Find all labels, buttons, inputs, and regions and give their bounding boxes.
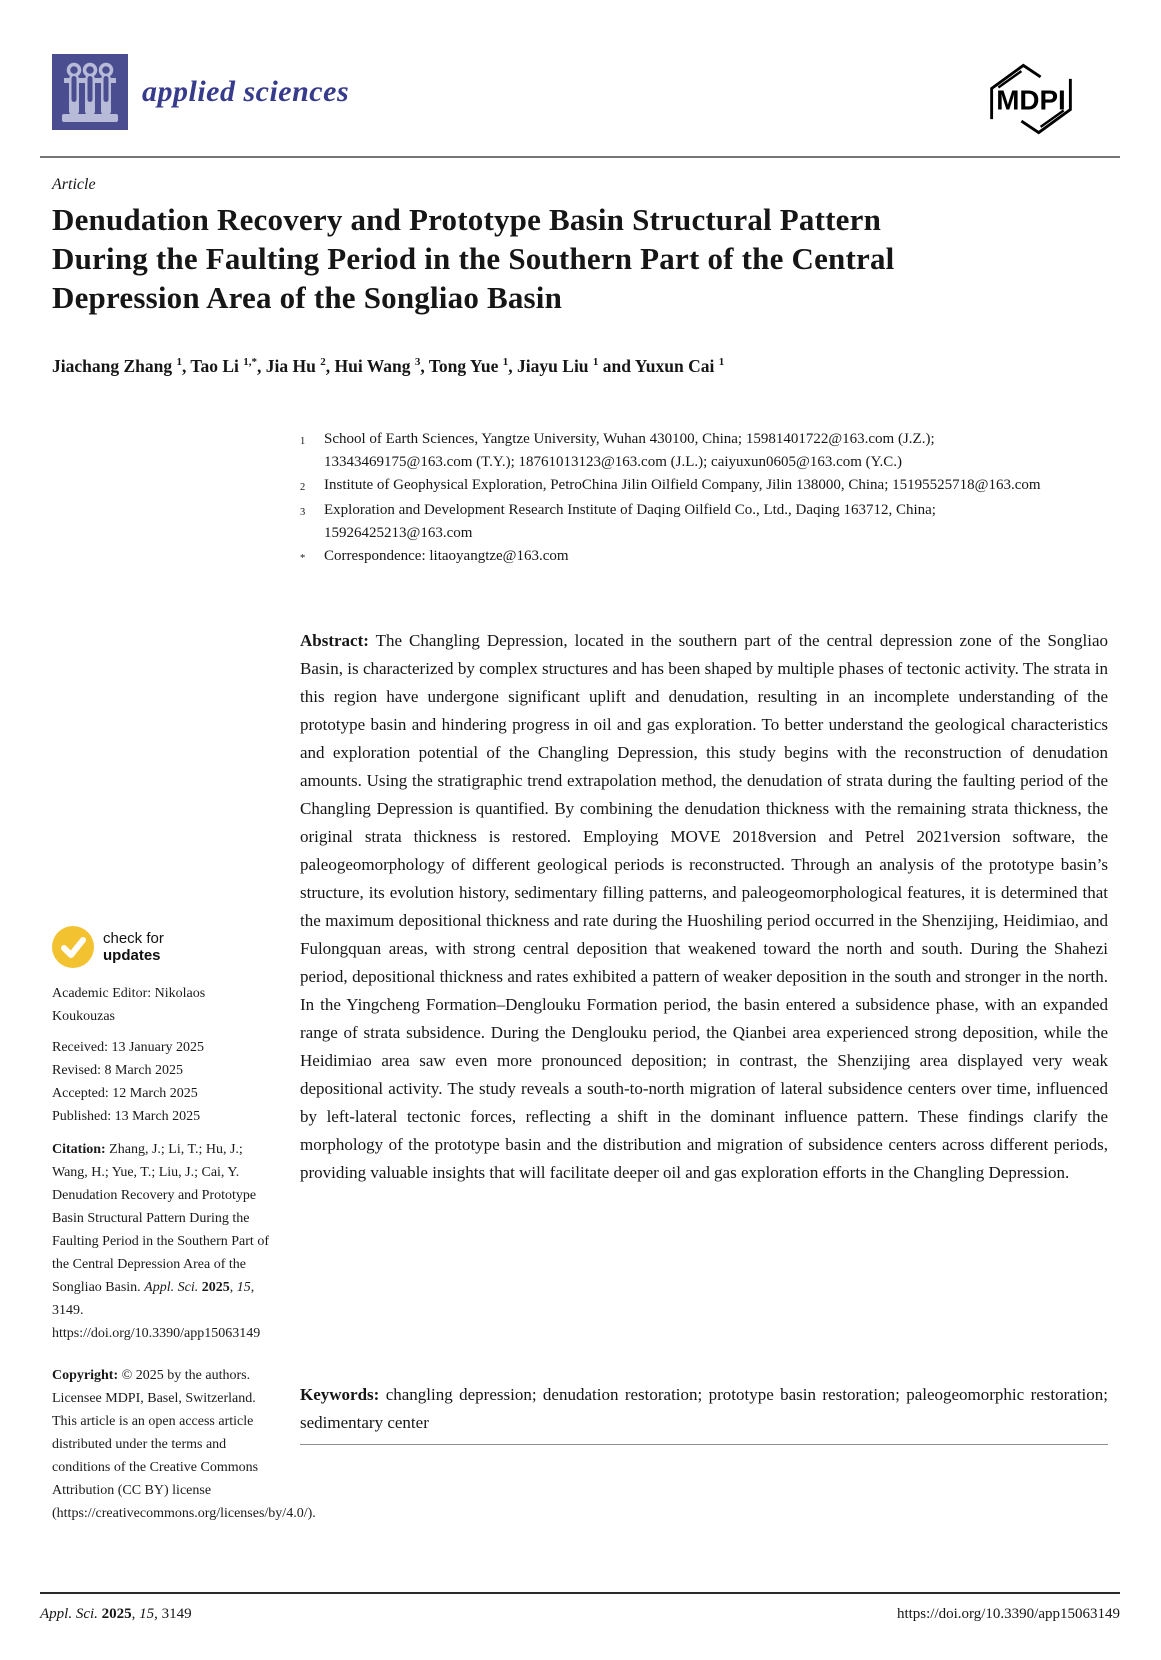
correspondence-item bbox=[300, 545, 1060, 570]
affiliation-item bbox=[300, 428, 1060, 474]
keywords-paragraph bbox=[300, 1381, 1108, 1437]
author: Jiayu Liu $^1$ and bbox=[517, 356, 635, 376]
journal-name: applied sciences bbox=[142, 75, 350, 108]
affiliation-marker: 3 bbox=[300, 507, 306, 518]
affiliation-text: School of Earth Sciences, Yangtze University, Wuhan 430100, China; 15981401722@163.com (J.Z.); 13343469175@163.com (T.Y.); 18761013123@163.com (J.L.); caiyuxun0605@163.com (Y.C.) bbox=[324, 431, 935, 470]
author: Jia Hu $^2$, bbox=[265, 356, 335, 376]
correspondence-marker: * bbox=[300, 553, 306, 564]
received-date: Received: 13 January 2025 bbox=[52, 1040, 205, 1055]
affiliation-marker: 2 bbox=[300, 482, 306, 493]
affiliation-list bbox=[300, 428, 1060, 570]
copyright-label: Copyright: bbox=[52, 1368, 119, 1383]
mdpi-logo[interactable] bbox=[983, 60, 1079, 143]
author: Tong Yue $^1$, bbox=[428, 356, 518, 376]
mdpi-wordmark: MDPI bbox=[996, 84, 1066, 116]
abstract-text: The Changling Depression, located in the southern part of the central depression zone of the Songliao Basin, is characterized by complex structures and has been shaped by multiple phases of tectonic activity. The strata in this region have undergone significant uplift and denudation, resulting in an incomplete understanding of the prototype basin and hindering progress in oil and gas exploration. To better understand the geological characteristics and exploration potential of the Changling Depression, this study begins with the reconstruction of denudation amounts. Using the stratigraphic trend extrapolation method, the denudation of strata during the faulting period of the Changling Depression is quantified. By combining the denudation thickness with the remaining strata thickness, the original strata thickness is restored. Employing MOVE 2018version and Petrel 2021version software, the paleogeomorphology of different geological periods is reconstructed. Through an analysis of the prototype basin’s structure, its evolution history, sedimentary filling patterns, and paleogeomorphological features, it is determined that the maximum depositional thickness and rate during the Huoshiling period occurred in the Shenzijing, Heidimiao, and Fulongquan areas, with strong central deposition that weakened toward the north and south. During the Shahezi period, depositional thickness and rates exhibited a pattern of weaker deposition in the south and stronger in the north. In the Yingcheng Formation–Denglouku Formation period, the basin entered a subsidence phase, with an expanded range of strata subsidence. During the Denglouku period, the Qianbei area experienced strong deposition, while the Heidimiao area saw even more pronounced deposition; in contrast, the Shenzijing area displayed very weak depositional activity. The study reveals a south-to-north migration of lateral subsidence centers over time, influenced by left-lateral tectonic forces, reflecting a shift in the dominant influence pattern. These findings clarify the morphology of the prototype basin and the distribution and migration of subsidence centers across different periods, providing valuable insights that will facilitate deeper oil and gas exploration efforts in the Changling Depression. bbox=[300, 631, 1108, 1182]
correspondence-text: Correspondence: litaoyangtze@163.com bbox=[324, 548, 569, 564]
keywords-divider bbox=[300, 1444, 1108, 1445]
academic-editor: Academic Editor: Nikolaos Koukouzas bbox=[52, 986, 206, 1024]
check-for-updates-badge[interactable] bbox=[52, 926, 164, 968]
check-for-updates-label: check for updates bbox=[103, 930, 164, 964]
author-list bbox=[52, 356, 1002, 377]
checkmark-circle-icon bbox=[52, 926, 94, 968]
article-type-label: Article bbox=[52, 176, 96, 193]
mdpi-hexagon-icon bbox=[983, 60, 1079, 138]
keywords-text: changling depression; denudation restoration; prototype basin restoration; paleogeomorphic restoration; sedimentary center bbox=[300, 1385, 1108, 1432]
article-title-line: During the Faulting Period in the Southern Part of the Central bbox=[52, 241, 895, 276]
author: Hui Wang $^3$, bbox=[334, 356, 429, 376]
affiliation-text: Institute of Geophysical Exploration, PetroChina Jilin Oilfield Company, Jilin 138000, China; 15195525718@163.com bbox=[324, 477, 1041, 493]
citation-label: Citation: bbox=[52, 1142, 106, 1157]
citation-doi: , 3149. https://doi.org/10.3390/app15063149 bbox=[52, 1280, 261, 1341]
affiliation-item bbox=[300, 474, 1060, 499]
footer-divider bbox=[40, 1592, 1120, 1594]
author: Tao Li $^{1,*}$, bbox=[190, 356, 266, 376]
affiliation-text: Exploration and Development Research Institute of Daqing Oilfield Co., Ltd., Daqing 163712, China; 15926425213@163.com bbox=[324, 502, 936, 541]
article-title-line: Denudation Recovery and Prototype Basin Structural Pattern bbox=[52, 202, 882, 237]
affiliation-item bbox=[300, 499, 1060, 545]
article-history bbox=[52, 1036, 272, 1128]
author: Yuxun Cai $^1$ bbox=[634, 356, 725, 376]
citation-block: Citation: Zhang, J.; Li, T.; Hu, J.; Wang, H.; Yue, T.; Liu, J.; Cai, Y. Denudation Recovery and Prototype Basin Structural Pattern During the Faulting Period in the Southern Part of the Central Depression Area of the Songliao Basin. Appl. Sci. 2025, 15, 3149. https://doi.org/10.3390/app15063149 bbox=[52, 1142, 269, 1341]
journal-logo[interactable] bbox=[52, 54, 349, 130]
revised-date: Revised: 8 March 2025 bbox=[52, 1063, 184, 1078]
test-tubes-icon bbox=[52, 54, 128, 130]
abstract-label: Abstract: bbox=[300, 631, 369, 650]
article-title-line: Depression Area of the Songliao Basin bbox=[52, 280, 563, 315]
copyright-block: Copyright: © 2025 by the authors. Licensee MDPI, Basel, Switzerland. This article is an open access article distributed under the terms and conditions of the Creative Commons Attribution (CC BY) license (https://creativecommons.org/licenses/by/4.0/). bbox=[52, 1368, 316, 1521]
published-date: Published: 13 March 2025 bbox=[52, 1109, 201, 1124]
author: Jiachang Zhang $^1$, bbox=[52, 356, 191, 376]
affiliation-marker: 1 bbox=[300, 436, 306, 447]
accepted-date: Accepted: 12 March 2025 bbox=[52, 1086, 198, 1101]
abstract-paragraph bbox=[300, 627, 1108, 1187]
footer-citation: Appl. Sci. 2025, 15, 3149 bbox=[40, 1606, 192, 1622]
article-title bbox=[52, 200, 1042, 317]
header-divider bbox=[40, 156, 1120, 158]
page-footer bbox=[40, 1606, 1120, 1623]
keywords-label: Keywords: bbox=[300, 1385, 380, 1404]
doi-link[interactable]: https://doi.org/10.3390/app15063149 bbox=[896, 1606, 1120, 1622]
